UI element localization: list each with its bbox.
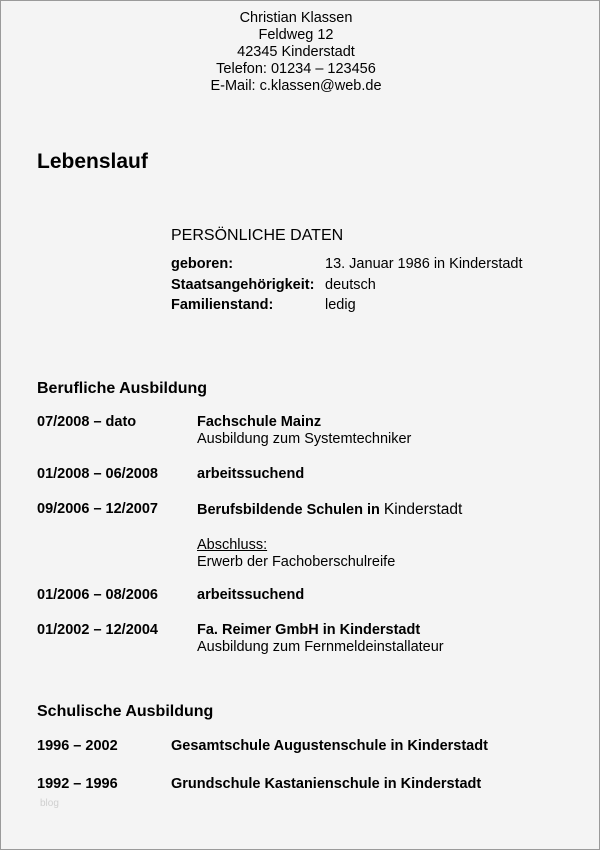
city-address: 42345 Kinderstadt (237, 44, 355, 60)
entry-date: 09/2006 – 12/2007 (37, 501, 158, 517)
street-address: Feldweg 12 (258, 27, 334, 43)
school-section-heading: Schulische Ausbildung (37, 703, 214, 720)
entry-sub-label: Abschluss: (197, 537, 268, 553)
entry-title: Fa. Reimer GmbH in Kinderstadt (197, 622, 421, 638)
personal-row-birth (171, 256, 523, 277)
email-address: E-Mail: c.klassen@web.de (210, 78, 382, 94)
entry-date: 01/2002 – 12/2004 (37, 622, 158, 638)
entry-content (197, 587, 304, 604)
personal-label: Staatsangehörigkeit: (171, 276, 315, 293)
watermark: blog (40, 798, 59, 809)
entry-content (197, 414, 411, 448)
applicant-name: Christian Klassen (239, 10, 353, 26)
entry-content (197, 622, 444, 656)
entry-date: 01/2006 – 08/2006 (37, 587, 158, 603)
personal-value: 13. Januar 1986 in Kinderstadt (325, 256, 523, 272)
personal-row-marital-status (171, 297, 523, 318)
personal-value: ledig (325, 297, 356, 313)
personal-label: geboren: (171, 256, 234, 272)
personal-data-table (171, 256, 523, 318)
entry-date: 07/2008 – dato (37, 414, 137, 430)
entry-content (197, 466, 304, 483)
address-header (0, 10, 592, 95)
entry-date: 1992 – 1996 (37, 776, 118, 792)
personal-label: Familienstand: (171, 297, 274, 313)
entry-title-suffix: Kinderstadt (383, 501, 463, 518)
phone-number: Telefon: 01234 – 123456 (216, 61, 376, 77)
entry-content (197, 501, 462, 571)
career-section-heading: Berufliche Ausbildung (37, 380, 208, 397)
entry-title: Berufsbildende Schulen in (197, 502, 380, 518)
entry-detail: Erwerb der Fachoberschulreife (197, 554, 396, 570)
entry-detail: Ausbildung zum Systemtechniker (197, 431, 412, 447)
entry-detail: Ausbildung zum Fernmeldeinstallateur (197, 639, 444, 655)
entry-title: Grundschule Kastanienschule in Kinderstadt (171, 776, 482, 792)
entry-title: Fachschule Mainz (197, 414, 322, 430)
personal-value: deutsch (325, 276, 376, 293)
entry-title: arbeitssuchend (197, 466, 305, 482)
personal-data-heading: PERSÖNLICHE DATEN (171, 227, 344, 244)
entry-date: 01/2008 – 06/2008 (37, 466, 158, 482)
personal-row-nationality (171, 277, 523, 298)
entry-date: 1996 – 2002 (37, 738, 118, 754)
document-title: Lebenslauf (37, 150, 148, 173)
entry-title: Gesamtschule Augustenschule in Kinderstadt (171, 738, 488, 754)
entry-title: arbeitssuchend (197, 587, 305, 603)
